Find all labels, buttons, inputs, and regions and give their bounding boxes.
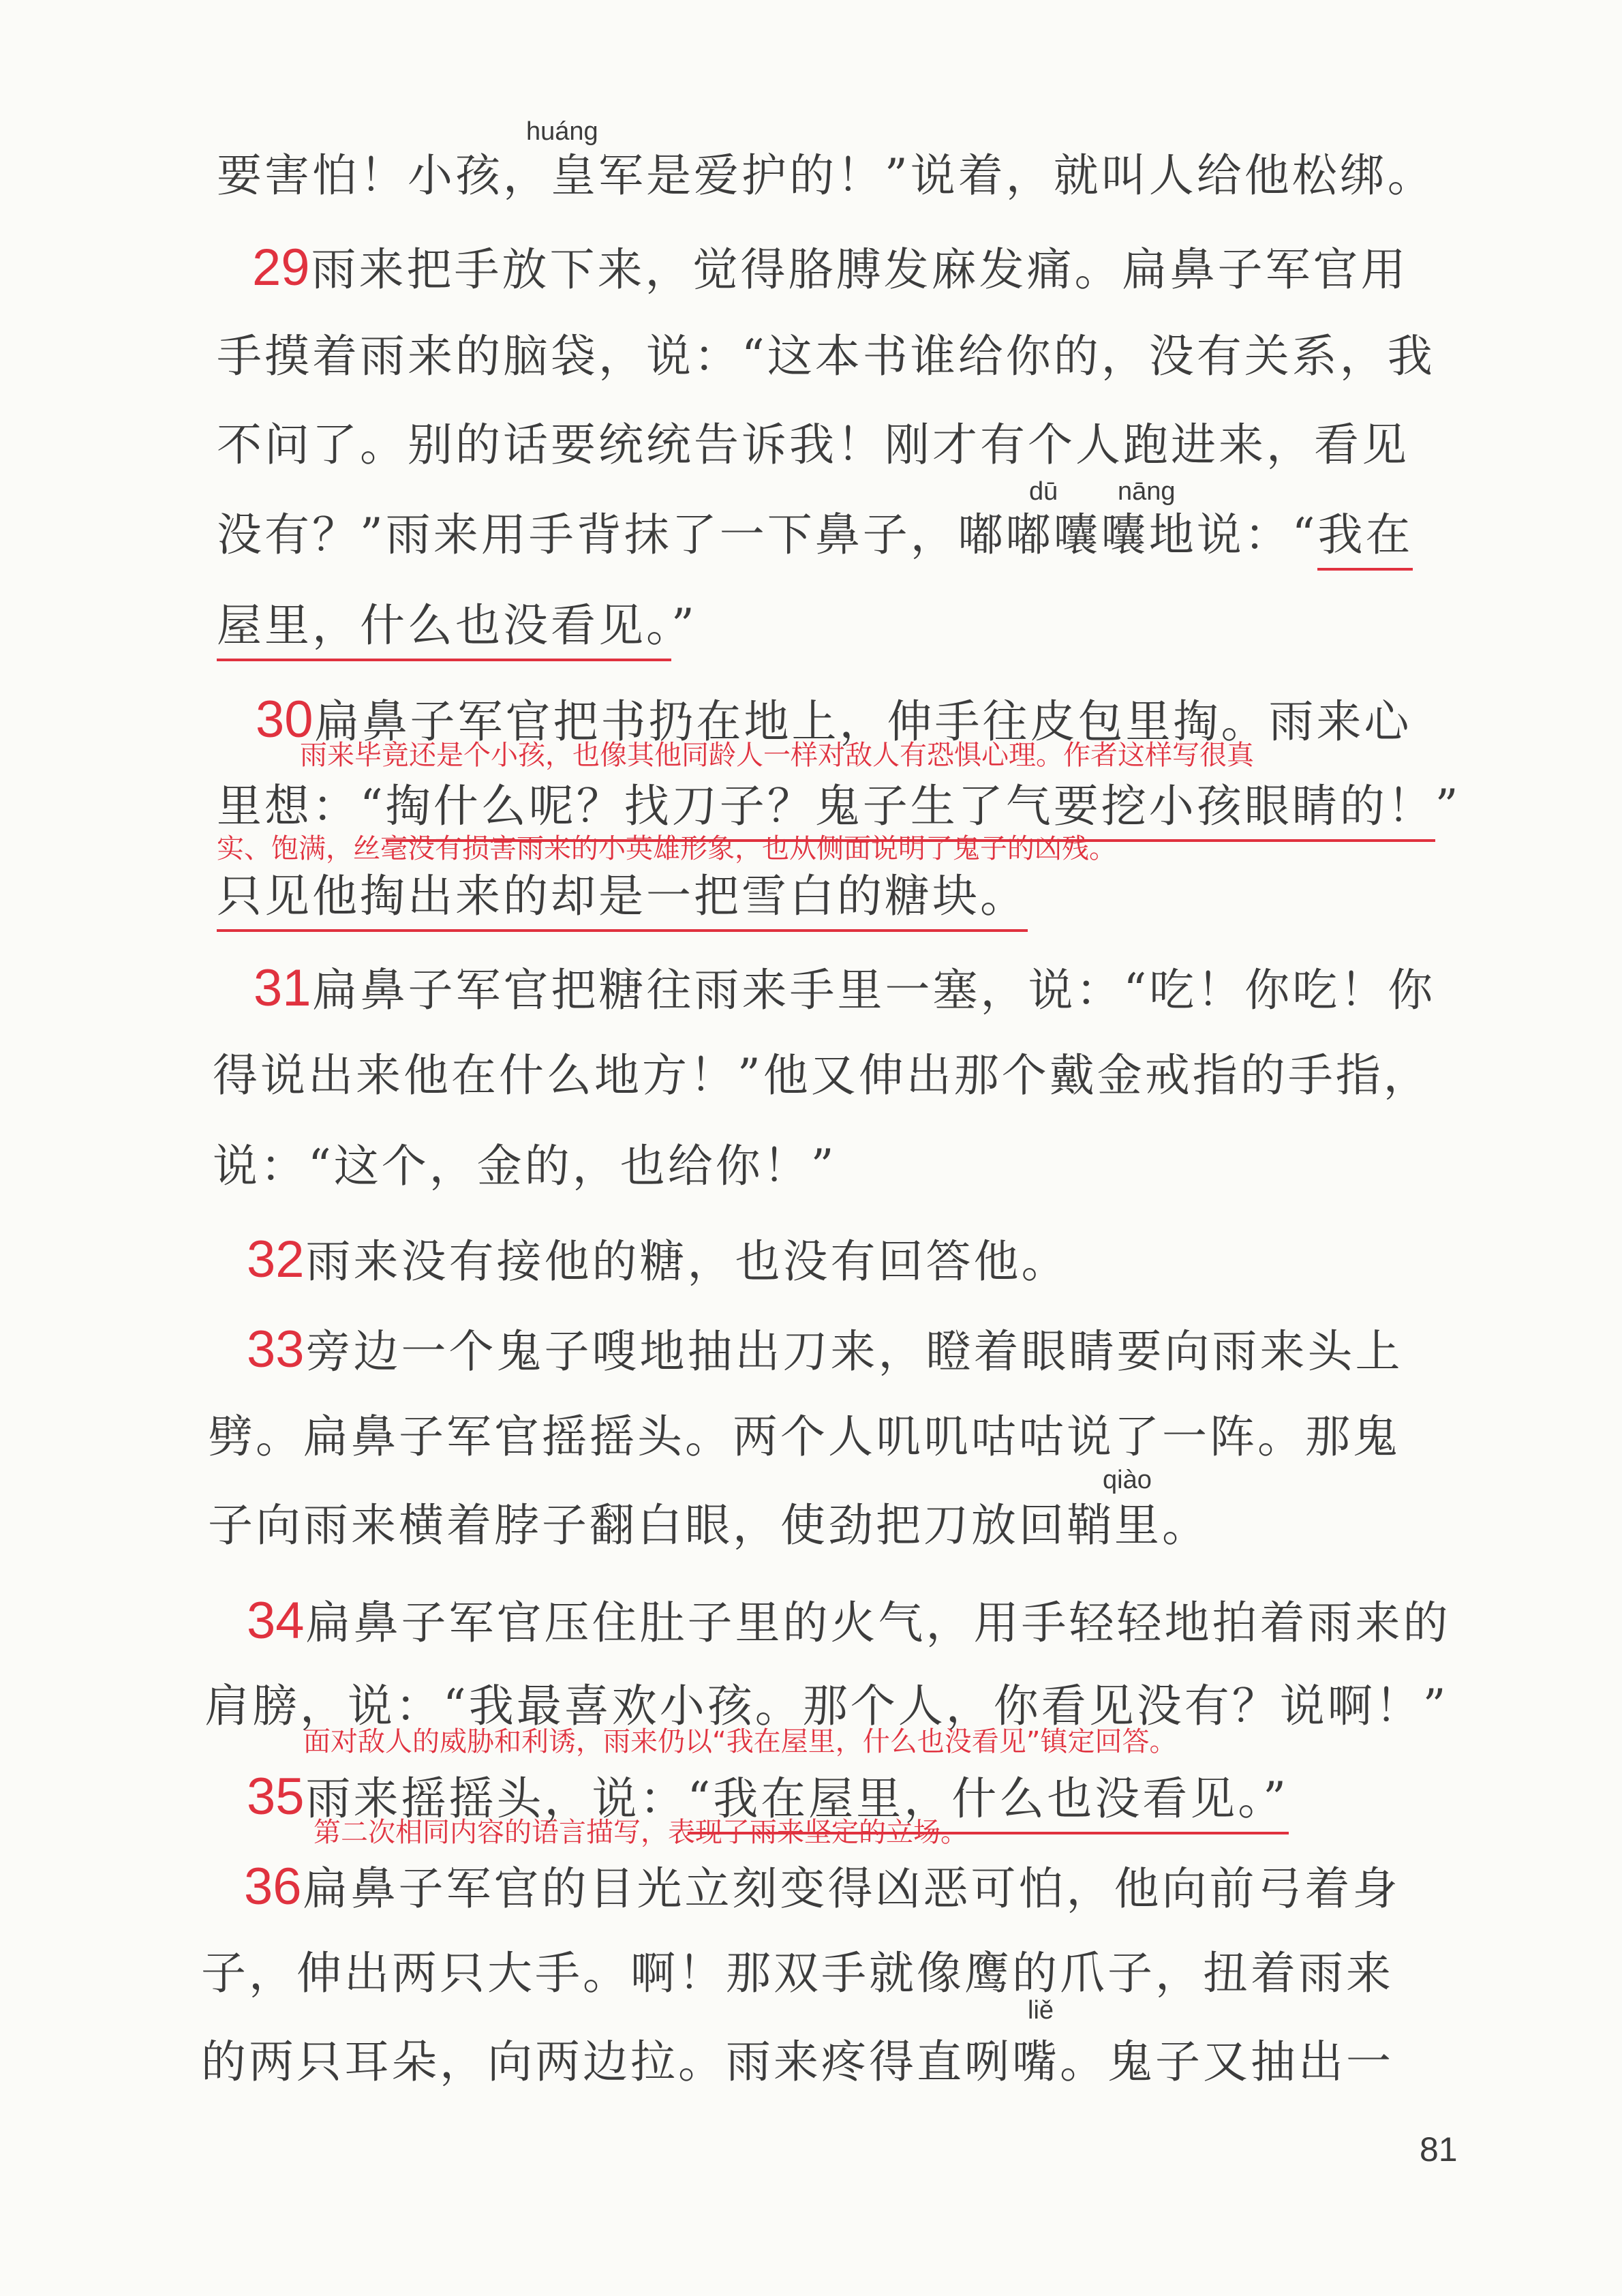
paragraph-number: 32 — [247, 1230, 305, 1288]
text-line: 的两只耳朵，向两边拉。雨来疼得直咧嘴。鬼子又抽出一 — [201, 2036, 1394, 2088]
underlined-quote: 我在 — [1317, 509, 1413, 571]
paragraph-34: 34扁鼻子军官压住肚子里的火气，用手轻轻地拍着雨来的 — [247, 1592, 1451, 1650]
annotation-note: 实、饱满，丝毫没有损害雨来的小英雄形象，也从侧面说明了鬼子的凶残。 — [217, 833, 1116, 864]
underlined-quote: “我在屋里，什么也没看见。” — [688, 1772, 1289, 1834]
paragraph-number: 29 — [252, 239, 310, 297]
paragraph-number: 33 — [247, 1320, 305, 1378]
text-line: 要害怕！小孩，皇军是爱护的！”说着，就叫人给他松绑。 — [217, 149, 1435, 202]
paragraph-30: 30扁鼻子军官把书扔在地上，伸手往皮包里掏。雨来心 — [256, 691, 1412, 749]
paragraph-number: 35 — [247, 1768, 305, 1826]
paragraph-36: 36扁鼻子军官的目光立刻变得凶恶可怕，他向前弓着身 — [244, 1858, 1401, 1916]
underlined-quote: 屋里，什么也没看见。 — [217, 599, 671, 661]
underlined-quote: 掏什么呢？找刀子？鬼子生了气要挖小孩眼睛的！ — [386, 780, 1435, 842]
text-line: 子，伸出两只大手。啊！那双手就像鹰的爪子，扭着雨来 — [201, 1947, 1394, 1999]
paragraph-number: 30 — [256, 691, 313, 749]
paragraph-31: 31扁鼻子军官把糖往雨来手里一塞，说：“吃！你吃！你 — [254, 959, 1436, 1017]
pinyin-du: dū — [1029, 477, 1058, 506]
annotation-note: 第二次相同内容的语言描写，表现了雨来坚定的立场。 — [313, 1817, 968, 1848]
paragraph-number: 34 — [247, 1592, 305, 1650]
text-line: 说：“这个，金的，也给你！” — [213, 1140, 837, 1192]
text-line: 子向雨来横着脖子翻白眼，使劲把刀放回鞘里。 — [208, 1499, 1210, 1552]
paragraph-33: 33旁边一个鬼子嗖地抽出刀来，瞪着眼睛要向雨来头上 — [247, 1320, 1403, 1378]
pinyin-huang: huáng — [526, 117, 598, 146]
paragraph-32: 32雨来没有接他的糖，也没有回答他。 — [247, 1230, 1069, 1288]
text-line: 不问了。别的话要统统告诉我！刚才有个人跑进来，看见 — [217, 419, 1409, 471]
pinyin-qiao: qiào — [1103, 1466, 1152, 1494]
text-line: 肩膀，说：“我最喜欢小孩。那个人，你看见没有？说啊！” — [204, 1680, 1449, 1732]
paragraph-35: 35雨来摇摇头，说：“我在屋里，什么也没看见。” — [247, 1771, 1289, 1823]
annotation-note: 雨来毕竟还是个小孩，也像其他同龄人一样对敌人有恐惧心理。作者这样写很真 — [300, 740, 1254, 771]
text-line: 屋里，什么也没看见。” — [217, 603, 697, 648]
pinyin-lie: liě — [1028, 1996, 1054, 2025]
text-line: 里想：“掏什么呢？找刀子？鬼子生了气要挖小孩眼睛的！” — [217, 784, 1461, 829]
paragraph-number: 36 — [244, 1858, 302, 1916]
text-line: 得说出来他在什么地方！”他又伸出那个戴金戒指的手指， — [213, 1049, 1431, 1102]
paragraph-number: 31 — [254, 959, 311, 1017]
pinyin-nang: nāng — [1118, 477, 1176, 506]
annotation-note: 面对敌人的威胁和利诱，雨来仍以“我在屋里，什么也没看见”镇定回答。 — [303, 1726, 1177, 1757]
page-number: 81 — [1420, 2130, 1458, 2169]
underlined-quote: 只见他掏出来的却是一把雪白的糖块。 — [217, 870, 1028, 932]
text-line: 劈。扁鼻子军官摇摇头。两个人叽叽咕咕说了一阵。那鬼 — [208, 1410, 1401, 1463]
text-line: 没有？”雨来用手背抹了一下鼻子，嘟嘟囔囔地说：“我在 — [217, 513, 1413, 558]
text-line: 手摸着雨来的脑袋，说：“这本书谁给你的，没有关系，我 — [217, 330, 1435, 382]
text-line — [217, 870, 1028, 922]
paragraph-29: 29雨来把手放下来，觉得胳膊发麻发痛。扁鼻子军官用 — [252, 239, 1409, 297]
